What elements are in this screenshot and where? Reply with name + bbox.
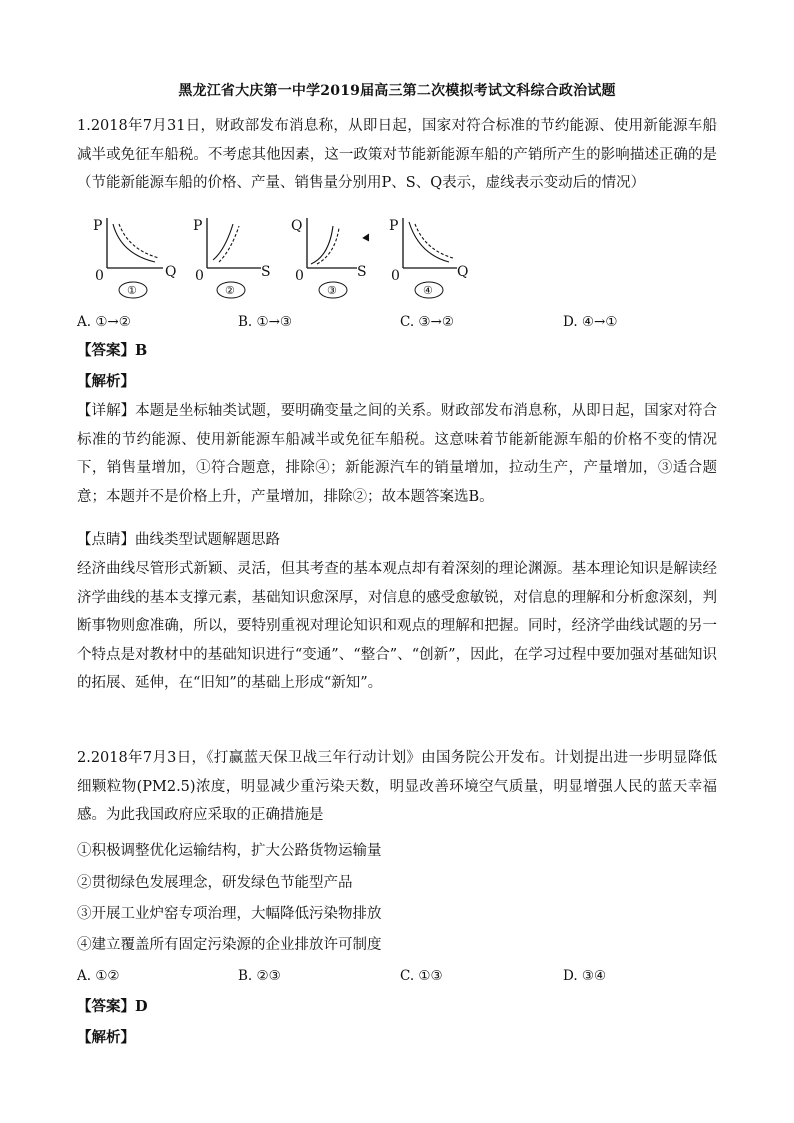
graph-3-y-label: Q bbox=[291, 218, 303, 234]
graphs-figure bbox=[85, 210, 485, 305]
graph-3-origin: 0 bbox=[295, 268, 304, 284]
q2-option-a: A. ①② bbox=[77, 968, 120, 984]
q1-tip-body: 经济曲线尽管形式新颖、灵活，但其考查的基本观点却有着深刻的理论渊源。基本理论知识是解读经济学曲线的基本支撑元素，基础知识愈深厚，对信息的感受愈敏锐，对信息的理解和分析愈深刻，判断事物则愈准确，所以，要特别重视对理论知识和观点的理解和把握。同时，经济学曲线试题的另一个特点是对教材中的基础知识进行“变通”、“整合”、“创新”，因此，在学习过程中要加强对基础知识的拓展、延伸，在“旧知”的基础上形成“新知”。 bbox=[77, 561, 717, 691]
q2-item-4: ④建立覆盖所有固定污染源的企业排放许可制度 bbox=[77, 937, 382, 953]
graph-1-y-label: P bbox=[93, 218, 103, 234]
graph-3-number: ③ bbox=[327, 284, 337, 297]
q1-option-d: D. ④→① bbox=[563, 314, 618, 330]
question-2-stem: 2.2018年7月3日，《打赢蓝天保卫战三年行动计划》由国务院公开发布。计划提出进一步明显降低细颗粒物(PM2.5)浓度，明显减少重污染天数，明显改善环境空气质量，明显增强人民的蓝天幸福感。为此我国政府应采取的正确措施是 bbox=[77, 750, 717, 823]
q1-detail: 【详解】本题是坐标轴类试题，要明确变量之间的关系。财政部发布消息称，从即日起，国家对符合标准的节约能源、使用新能源车船减半或免征车船税。这意味着节能新能源车船的价格不变的情况下，销售量增加，①符合题意，排除④；新能源汽车的销量增加，拉动生产，产量增加，③适合题意；本题并不是价格上升，产量增加，排除②；故本题答案选B。 bbox=[77, 403, 717, 505]
graph-4-y-label: P bbox=[389, 218, 399, 234]
q1-answer: 【答案】B bbox=[77, 342, 148, 359]
q1-analysis-label: 【解析】 bbox=[77, 373, 135, 390]
q2-option-d: D. ③④ bbox=[563, 968, 607, 984]
graph-1-origin: 0 bbox=[95, 268, 104, 284]
graph-2-y-label: P bbox=[193, 218, 203, 234]
graph-1-number: ① bbox=[127, 284, 137, 297]
q2-item-1: ①积极调整优化运输结构，扩大公路货物运输量 bbox=[77, 843, 382, 859]
graph-2-number: ② bbox=[225, 284, 235, 297]
graph-3-x-label: S bbox=[357, 264, 367, 280]
q2-option-b: B. ②③ bbox=[238, 968, 281, 984]
q1-tip-title: 【点睛】曲线类型试题解题思路 bbox=[77, 532, 280, 548]
q1-option-a: A. ①→② bbox=[77, 314, 131, 330]
document-title: 黑龙江省大庆第一中学2019届高三第二次模拟考试文科综合政治试题 bbox=[178, 83, 616, 99]
graph-3 bbox=[291, 218, 369, 298]
q2-item-3: ③开展工业炉窑专项治理，大幅降低污染物排放 bbox=[77, 906, 382, 922]
question-1-stem: 1.2018年7月31日，财政部发布消息称，从即日起，国家对符合标准的节约能源、使用新能源车船减半或免征车船税。不考虑其他因素，这一政策对节能新能源车船的产销所产生的影响描述正确的是（节能新能源车船的价格、产量、销售量分别用P、S、Q表示，虚线表示变动后的情况） bbox=[77, 118, 717, 191]
question-1-graphs bbox=[85, 210, 485, 305]
q1-option-c: C. ③→② bbox=[400, 314, 454, 330]
q2-item-2: ②贯彻绿色发展理念，研发绿色节能型产品 bbox=[77, 875, 353, 891]
graph-4-number: ④ bbox=[423, 284, 433, 297]
q2-answer: 【答案】D bbox=[77, 998, 148, 1015]
graph-1 bbox=[93, 218, 176, 298]
graph-1-x-label: Q bbox=[165, 264, 177, 280]
q2-analysis-label: 【解析】 bbox=[77, 1029, 135, 1046]
graph-2-x-label: S bbox=[261, 264, 271, 280]
graph-4 bbox=[389, 218, 468, 298]
graph-4-x-label: Q bbox=[457, 264, 469, 280]
graph-4-origin: 0 bbox=[391, 268, 400, 284]
q2-option-c: C. ①③ bbox=[400, 968, 443, 984]
q1-option-b: B. ①→③ bbox=[238, 314, 293, 330]
graph-2-origin: 0 bbox=[195, 268, 204, 284]
graph-2 bbox=[193, 218, 271, 298]
